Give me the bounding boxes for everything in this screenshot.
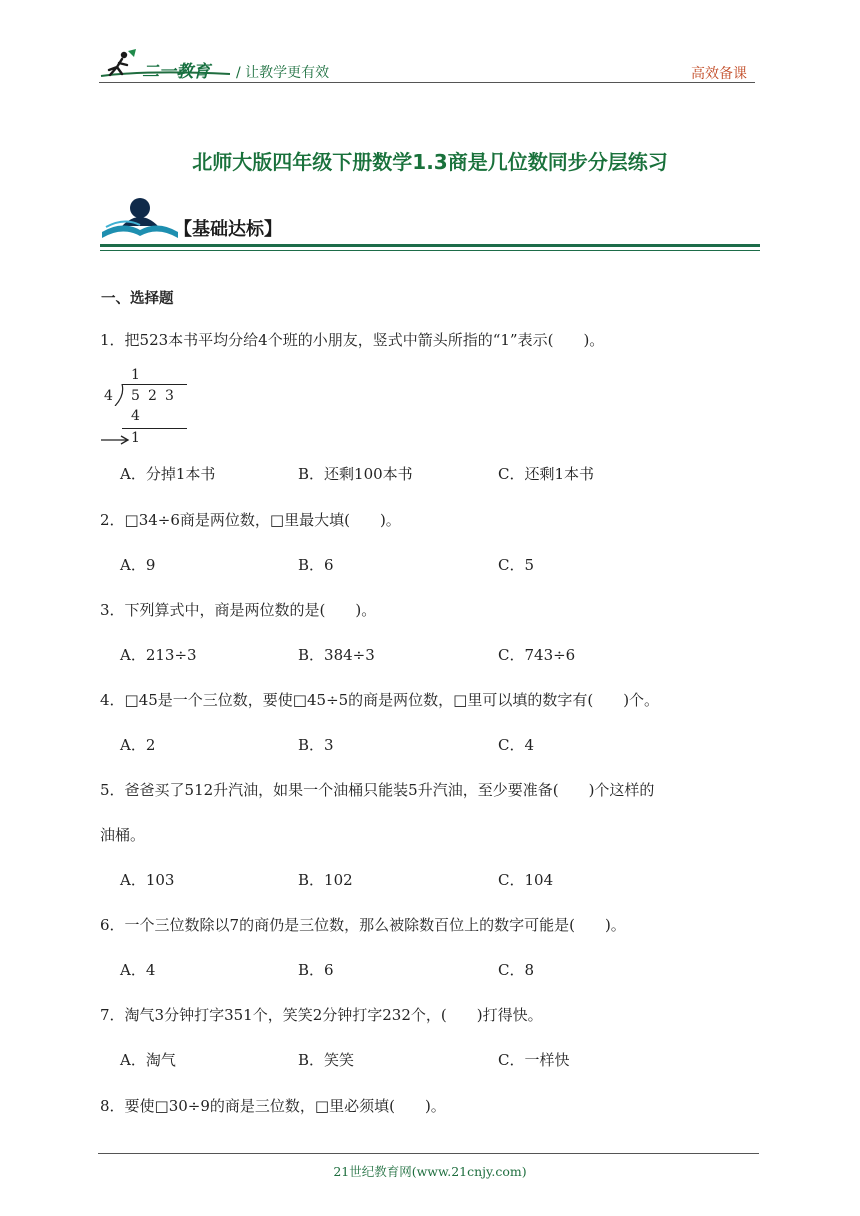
question-5: 5．爸爸买了512升汽油，如果一个油桶只能装5升汽油，至少要准备( )个这样的 [100, 781, 655, 799]
page-title: 北师大版四年级下册数学1.3商是几位数同步分层练习 [192, 150, 668, 174]
arrow-right-icon [100, 431, 130, 443]
option-b: B．6 [298, 961, 334, 979]
option-b: B．6 [298, 556, 334, 574]
option-a: A．213÷3 [120, 646, 197, 664]
question-2: 2．□34÷6商是两位数，□里最大填( )。 [100, 511, 401, 529]
option-c: C．4 [498, 736, 535, 754]
option-a: A．淘气 [120, 1051, 176, 1069]
section-rule [100, 244, 760, 247]
question-3: 3．下列算式中，商是两位数的是( )。 [100, 601, 377, 619]
footer-text: 21世纪教育网(www.21cnjy.com) [333, 1164, 527, 1179]
division-divisor: 4 [104, 388, 113, 404]
option-b: B．3 [298, 736, 334, 754]
division-top-bar [122, 384, 187, 385]
question-4: 4．□45是一个三位数，要使□45÷5的商是两位数，□里可以填的数字有( )个。 [100, 691, 660, 709]
header-slogan: / 让教学更有效 [236, 65, 330, 81]
division-dividend-digit: 5 [131, 388, 140, 404]
option-c: C．还剩1本书 [498, 465, 595, 483]
division-product: 4 [131, 408, 140, 424]
question-7: 7．淘气3分钟打字351个，笑笑2分钟打字232个，( )打得快。 [100, 1006, 543, 1024]
part-title: 一、选择题 [101, 291, 174, 307]
header-tag: 高效备课 [691, 66, 747, 82]
option-a: A．103 [120, 871, 175, 889]
reader-book-icon [100, 196, 180, 242]
option-b: B．384÷3 [298, 646, 375, 664]
division-bracket [112, 384, 126, 406]
option-a: A．9 [120, 556, 156, 574]
option-a: A．分掉1本书 [120, 465, 216, 483]
option-c: C．743÷6 [498, 646, 576, 664]
logo-text: 二一教育 [142, 62, 210, 82]
division-remainder: 1 [131, 430, 140, 446]
question-1: 1．把523本书平均分给4个班的小朋友，竖式中箭头所指的“1”表示( )。 [100, 331, 605, 349]
question-6: 6．一个三位数除以7的商仍是三位数，那么被除数百位上的数字可能是( )。 [100, 916, 626, 934]
option-c: C．一样快 [498, 1051, 570, 1069]
option-a: A．2 [120, 736, 156, 754]
division-dividend-digit: 3 [165, 388, 174, 404]
option-b: B．还剩100本书 [298, 465, 413, 483]
division-dividend-digit: 2 [148, 388, 157, 404]
question-5-continued: 油桶。 [100, 826, 146, 844]
division-quotient: 1 [131, 367, 140, 383]
option-b: B．102 [298, 871, 353, 889]
section-title: 【基础达标】 [174, 219, 282, 240]
option-c: C．5 [498, 556, 535, 574]
option-c: C．8 [498, 961, 535, 979]
question-8: 8．要使□30÷9的商是三位数，□里必须填( )。 [100, 1097, 446, 1115]
footer-divider [98, 1153, 759, 1154]
option-b: B．笑笑 [298, 1051, 355, 1069]
division-bottom-bar [122, 428, 187, 429]
option-a: A．4 [120, 961, 156, 979]
option-c: C．104 [498, 871, 554, 889]
header-divider [99, 82, 755, 83]
section-rule-thin [100, 250, 760, 251]
